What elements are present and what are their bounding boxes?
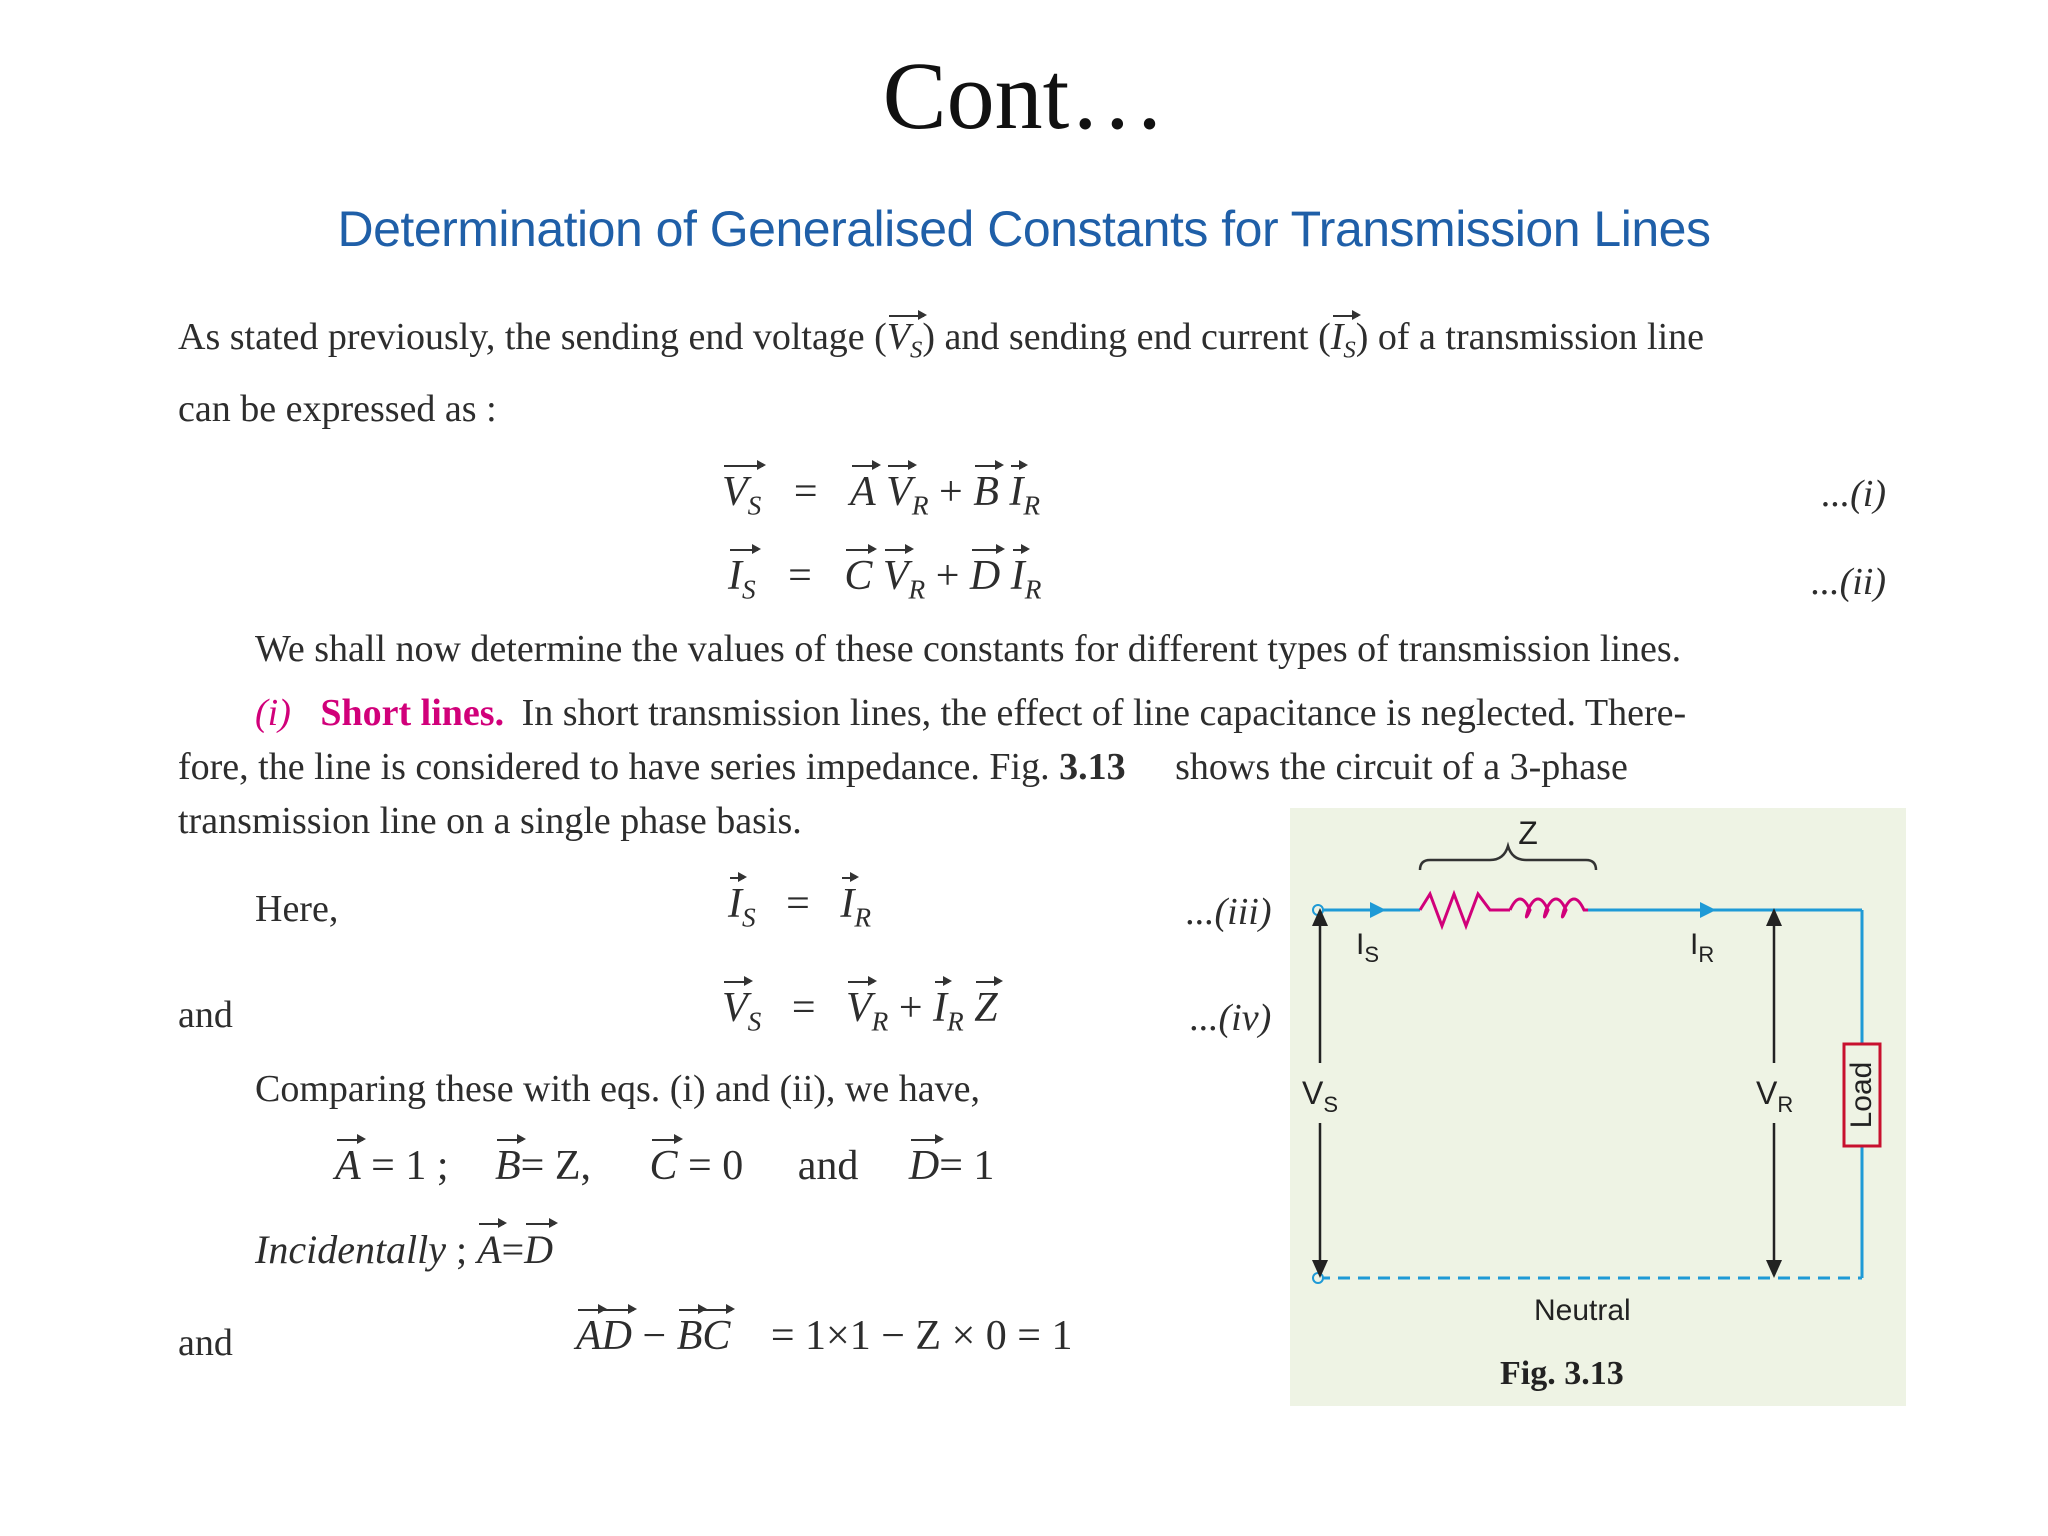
fig-ref: 3.13 [1059,746,1126,788]
const-c: = 0 [688,1143,744,1189]
eq2-lhs-sub: S [742,574,756,605]
final-rhs: = 1×1 − Z × 0 = 1 [770,1313,1073,1359]
eq2-lhs: I [728,553,742,599]
here-label: Here, [255,888,339,930]
incidentally-label: Incidentally [255,1227,447,1272]
equation-final: AD − BC = 1×1 − Z × 0 = 1 [576,1313,1073,1359]
intro-line-1 [178,318,1704,370]
and-label-1: and [178,994,233,1036]
const-b: = Z, [520,1143,592,1189]
slide-title: Cont… [882,42,1166,149]
eq1-lhs-sub: S [747,490,762,521]
is-symbol [1331,318,1356,370]
short-lines-text-2b: shows the circuit of a 3-phase [1175,746,1628,788]
intro-text-b: ) and sending end current ( [922,316,1331,358]
equation-3: $I_S = I_R$ [728,881,872,933]
eq2-equals: = [788,553,812,599]
circuit-diagram [1290,808,1906,1406]
vs-label: $V_S$ [1302,1075,1339,1117]
ir-arrow-icon [1700,902,1716,918]
ir-label: $I_R$ [1690,928,1715,967]
short-lines-line-3: transmission line on a single phase basis. [178,800,802,842]
short-lines-line-1 [255,694,1686,732]
comparing-text: Comparing these with eqs. (i) and (ii), we have, [255,1068,980,1110]
section-heading: Determination of Generalised Constants for Transmission Lines [337,201,1711,257]
eq1-tag: ...(i) [1821,473,1886,515]
vr-label: $V_R$ [1756,1075,1794,1117]
constants-line: A = 1 ; B= Z, C = 0 and D= 1 [335,1143,995,1189]
resistor-icon [1420,894,1510,926]
inductor-icon [1510,899,1594,917]
is-sub: S [1343,336,1356,364]
vs-symbol [887,318,923,370]
intro-line-2: can be expressed as : [178,388,497,430]
figure-caption: Fig. 3.13 [1500,1355,1624,1392]
incidentally-line: Incidentally ; A=D [255,1227,554,1272]
incidentally-sep: ; [456,1227,468,1272]
intro-text-a: As stated previously, the sending end voltage ( [178,316,887,358]
short-lines-text-2a: fore, the line is considered to have series impedance. Fig. [178,746,1050,788]
load-label: Load [1845,1061,1878,1129]
neutral-label: Neutral [1534,1294,1631,1327]
eq3-tag: ...(iii) [1186,891,1272,933]
equation-1: $V_S = A$ $V_R + B$ $I_R$ [722,469,1041,521]
const-d: = 1 [939,1143,995,1189]
const-a: = 1 ; [371,1143,449,1189]
intro-text-c: ) of a transmission line [1355,316,1705,358]
short-lines-text-1: In short transmission lines, the effect of line capacitance is neglected. There- [521,692,1687,734]
vs-letter: V [886,316,911,358]
is-arrow-icon [1370,902,1386,918]
equation-2: $I_S = C$ $V_R + D$ $I_R$ [728,553,1042,605]
vs-sub: S [910,336,923,364]
eq4-tag: ...(iv) [1190,997,1272,1039]
types-paragraph: We shall now determine the values of these constants for different types of transmission lines. [255,628,1682,670]
is-label: $I_S$ [1356,928,1380,967]
z-label: Z [1518,815,1538,851]
eq2-tag: ...(ii) [1811,561,1886,603]
const-and: and [797,1143,859,1189]
short-lines-line-2 [178,748,1628,786]
z-brace [1420,846,1596,870]
is-letter: I [1330,316,1344,358]
and-label-2: and [178,1322,233,1364]
short-lines-number: (i) [255,692,291,734]
figure-panel [1290,808,1906,1406]
short-lines-label: Short lines. [320,692,505,734]
eq1-equals: = [793,469,818,515]
equation-4: $V_S = V_R + I_R$ Z [722,985,998,1037]
vr-arrowhead-down-icon [1766,1260,1782,1278]
eq1-lhs: V [722,469,748,515]
